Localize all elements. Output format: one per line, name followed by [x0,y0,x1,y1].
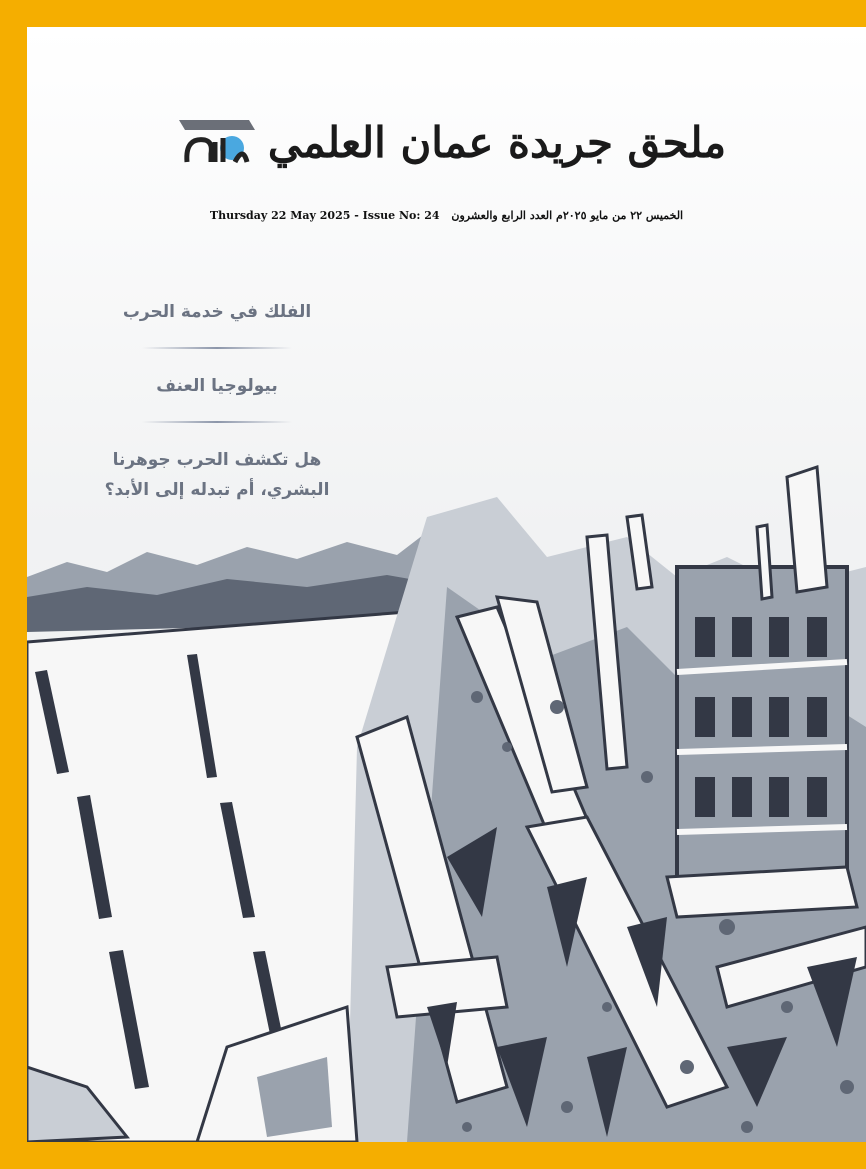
cover-page [27,27,866,1142]
rubble-illustration-icon [27,447,866,1142]
dateline-arabic: الخميس ٢٢ من مايو ٢٠٢٥م العدد الرابع والعشرون [451,209,684,222]
oman-logo-icon [177,102,257,172]
dateline-english: Thursday 22 May 2025 - Issue No: 24 [209,209,440,222]
headline-divider [142,347,292,349]
dateline [27,209,866,222]
headline-astronomy-war[interactable]: الفلك في خدمة الحرب [122,302,312,322]
masthead [177,87,737,207]
masthead-title: ملحق جريدة عمان العلمي [267,117,727,167]
headline-divider [142,421,292,423]
headline-war-essence-line2[interactable]: البشري، أم تبدله إلى الأبد؟ [104,480,330,500]
headline-war-essence-line1[interactable]: هل تكشف الحرب جوهرنا [112,450,322,470]
headline-biology-violence[interactable]: بيولوجيا العنف [156,376,278,396]
